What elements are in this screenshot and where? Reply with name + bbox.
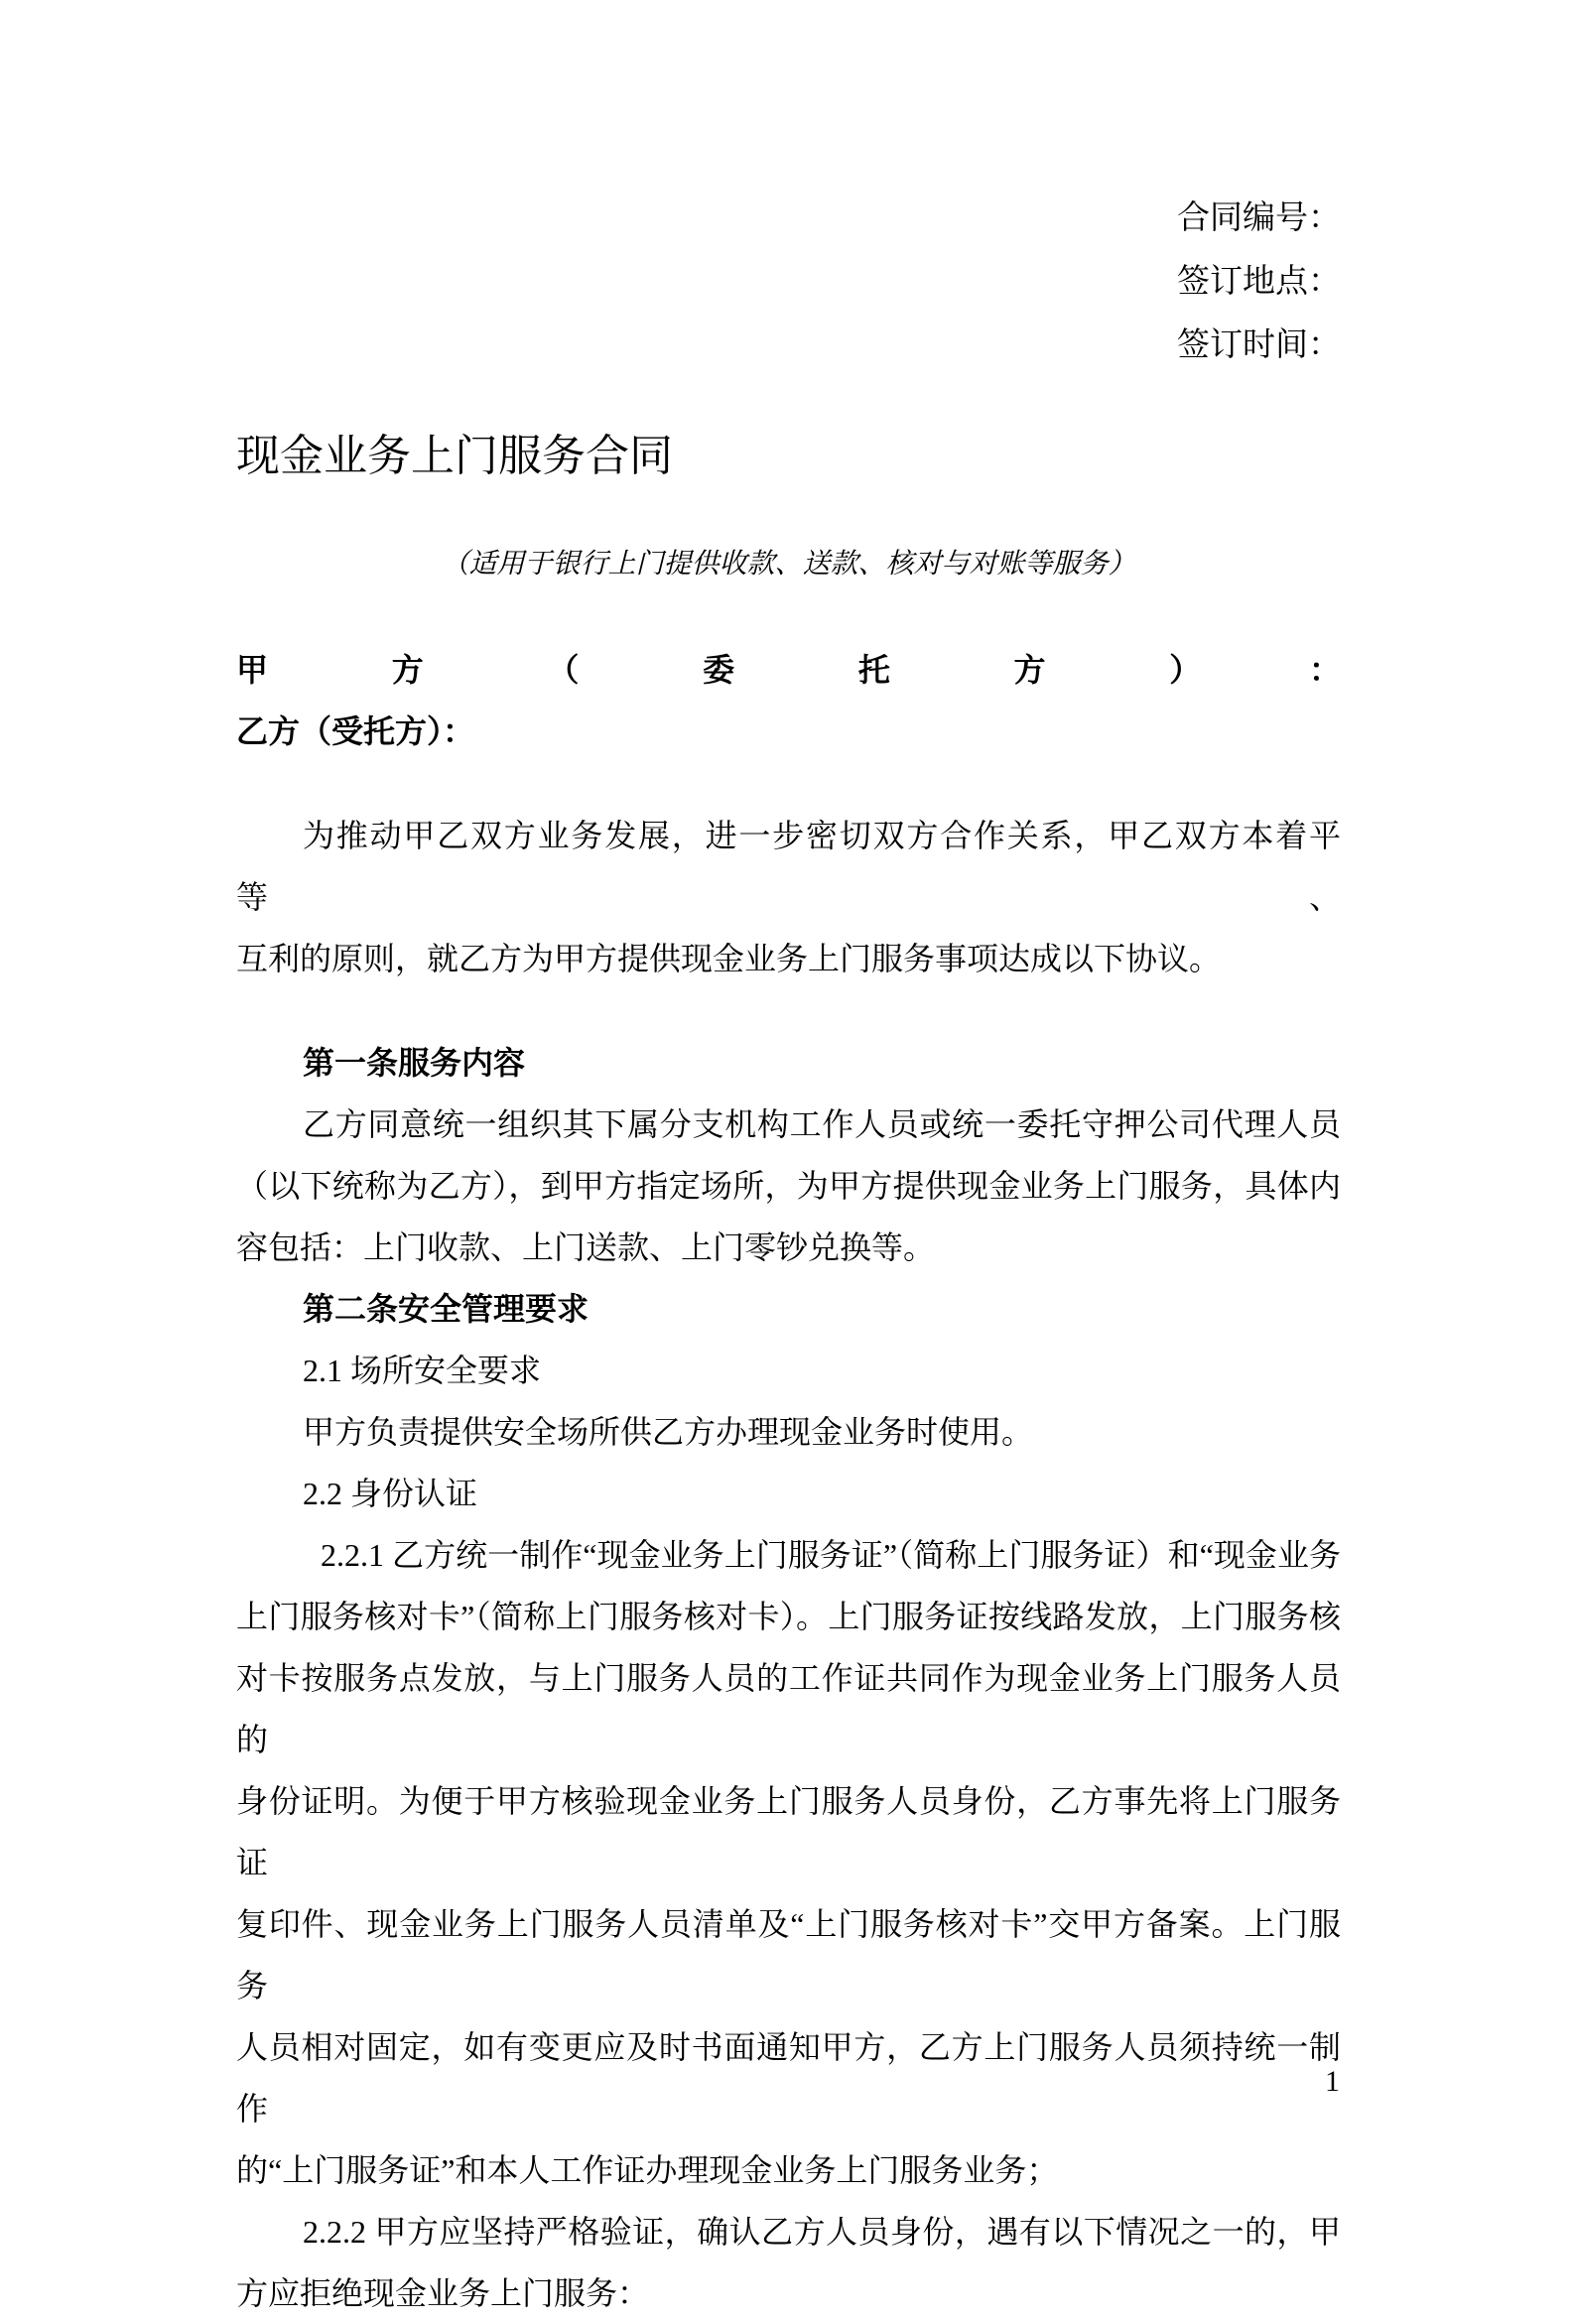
text-line: 方应拒绝现金业务上门服务： bbox=[236, 2275, 650, 2311]
text-line: 身份证明。为便于甲方核验现金业务上门服务人员身份，乙方事先将上门服务证 bbox=[236, 1783, 1341, 1880]
page-number: 1 bbox=[1325, 2065, 1340, 2098]
text-line: 2.1 场所安全要求 bbox=[303, 1353, 542, 1388]
text-line: 互利的原则，就乙方为甲方提供现金业务上门服务事项达成以下协议。 bbox=[236, 941, 1222, 976]
document-body bbox=[236, 639, 1341, 2324]
meta-line: 签订时间： bbox=[1177, 327, 1341, 363]
text-line: 乙方同意统一组织其下属分支机构工作人员或统一委托守押公司代理人员 bbox=[303, 1106, 1341, 1142]
meta-line: 合同编号： bbox=[1177, 200, 1341, 236]
subheading-block bbox=[236, 1463, 1341, 1524]
paragraph-block bbox=[236, 1524, 1341, 2201]
text-line: 甲方（委托方）： bbox=[236, 652, 1341, 688]
text-line: 容包括：上门收款、上门送款、上门零钞兑换等。 bbox=[236, 1229, 936, 1265]
paragraph-block bbox=[236, 2201, 1341, 2324]
party-block bbox=[236, 639, 1341, 762]
text-line: 2.2.1 乙方统一制作“现金业务上门服务证”（简称上门服务证）和“现金业务 bbox=[321, 1537, 1341, 1573]
text-line: 上门服务核对卡”（简称上门服务核对卡）。上门服务证按线路发放，上门服务核 bbox=[236, 1599, 1341, 1634]
text-line: 的“上门服务证”和本人工作证办理现金业务上门服务业务； bbox=[236, 2152, 1059, 2188]
text-line: （以下统称为乙方），到甲方指定场所，为甲方提供现金业务上门服务，具体内 bbox=[236, 1168, 1341, 1204]
meta-block bbox=[236, 187, 1341, 377]
text-line: 乙方（受托方）： bbox=[236, 713, 475, 749]
paragraph-block bbox=[236, 1401, 1341, 1463]
paragraph-block bbox=[236, 1094, 1341, 1278]
text-line: 为推动甲乙双方业务发展，进一步密切双方合作关系，甲乙双方本着平等、 bbox=[236, 818, 1341, 915]
text-line: 对卡按服务点发放，与上门服务人员的工作证共同作为现金业务上门服务人员的 bbox=[236, 1660, 1341, 1757]
text-line: 甲方负责提供安全场所供乙方办理现金业务时使用。 bbox=[303, 1414, 1034, 1450]
document-content bbox=[236, 0, 1341, 2324]
text-line: 2.2.2 甲方应坚持严格验证，确认乙方人员身份，遇有以下情况之一的，甲 bbox=[303, 2214, 1341, 2250]
text-line: 2.2 身份认证 bbox=[303, 1476, 478, 1511]
meta-line: 签订地点： bbox=[1177, 264, 1341, 300]
document-subtitle: （适用于银行上门提供收款、送款、核对与对账等服务） bbox=[441, 549, 1136, 580]
heading-block bbox=[236, 1278, 1341, 1340]
text-line: 第二条安全管理要求 bbox=[303, 1291, 590, 1327]
document-title: 现金业务上门服务合同 bbox=[236, 432, 673, 480]
text-line: 人员相对固定，如有变更应及时书面通知甲方，乙方上门服务人员须持统一制作 bbox=[236, 2029, 1341, 2127]
paragraph-block bbox=[236, 805, 1341, 989]
text-line: 复印件、现金业务上门服务人员清单及“上门服务核对卡”交甲方备案。上门服务 bbox=[236, 1906, 1341, 2003]
text-line: 第一条服务内容 bbox=[303, 1045, 526, 1081]
heading-block bbox=[236, 1032, 1341, 1094]
subheading-block bbox=[236, 1340, 1341, 1401]
